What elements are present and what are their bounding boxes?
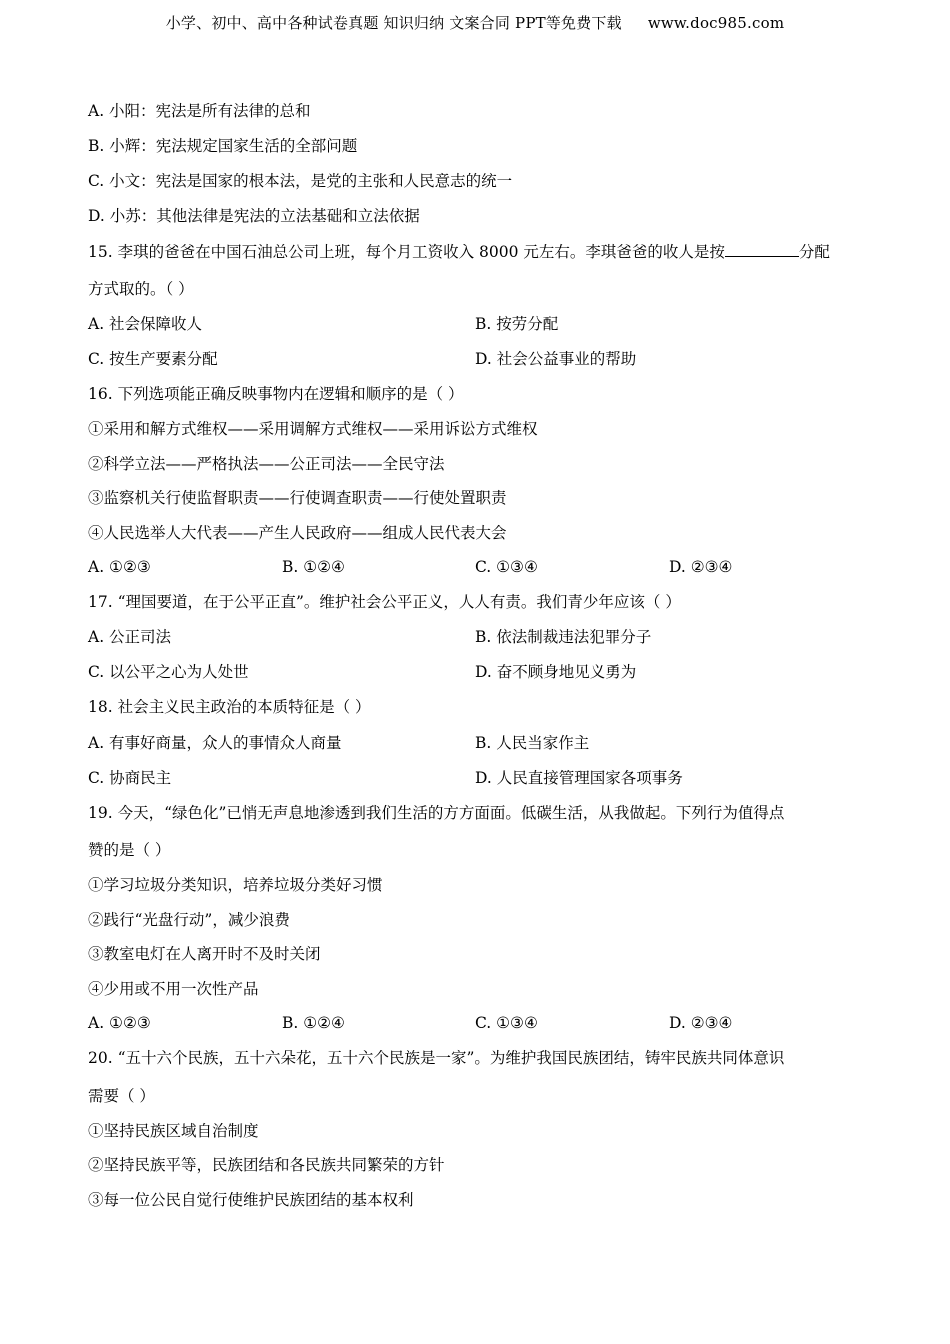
q17-option-b: B. 依法制裁违法犯罪分子 [475, 628, 652, 646]
q16-option-d: D. ②③④ [669, 558, 733, 576]
q18-option-a: A. 有事好商量，众人的事情众人商量 [88, 734, 342, 752]
q15-option-d: D. 社会公益事业的帮助 [475, 350, 637, 368]
q16-option-a: A. ①②③ [88, 558, 151, 576]
q17-option-c: C. 以公平之心为人处世 [88, 663, 249, 681]
q20-stem-line2: 需要（ ） [88, 1087, 155, 1105]
q19-statement-4: ④少用或不用一次性产品 [88, 980, 259, 998]
q20-statement-2: ②坚持民族平等，民族团结和各民族共同繁荣的方针 [88, 1156, 445, 1174]
q18-option-c: C. 协商民主 [88, 769, 172, 787]
q14-option-b: B. 小辉：宪法规定国家生活的全部问题 [88, 137, 358, 155]
q14-option-d: D. 小苏：其他法律是宪法的立法基础和立法依据 [88, 207, 420, 225]
q19-statement-3: ③教室电灯在人离开时不及时关闭 [88, 945, 321, 963]
header-text: 小学、初中、高中各种试卷真题 知识归纳 文案合同 PPT等免费下载 [165, 14, 622, 32]
q20-stem-line1: 20. “五十六个民族，五十六朵花，五十六个民族是一家”。为维护我国民族团结，铸牢民族共同体意识 [88, 1049, 785, 1067]
header-site-link[interactable]: www.doc985.com [647, 14, 785, 32]
q17-stem: 17. “理国要道，在于公平正直”。维护社会公平正义，人人有责。我们青少年应该（ ） [88, 593, 681, 611]
q19-option-d: D. ②③④ [669, 1014, 733, 1032]
q16-statement-4: ④人民选举人大代表——产生人民政府——组成人民代表大会 [88, 524, 507, 542]
q16-statement-2: ②科学立法——严格执法——公正司法——全民守法 [88, 455, 445, 473]
q16-stem: 16. 下列选项能正确反映事物内在逻辑和顺序的是（ ） [88, 385, 464, 403]
q15-option-b: B. 按劳分配 [475, 315, 559, 333]
q16-statement-3: ③监察机关行使监督职责——行使调查职责——行使处置职责 [88, 489, 507, 507]
q15-stem [88, 241, 830, 262]
page-header [0, 12, 950, 33]
q16-option-b: B. ①②④ [282, 558, 345, 576]
q20-statement-1: ①坚持民族区域自治制度 [88, 1122, 259, 1140]
q17-option-a: A. 公正司法 [88, 628, 172, 646]
q18-stem: 18. 社会主义民主政治的本质特征是（ ） [88, 698, 371, 716]
q19-statement-1: ①学习垃圾分类知识，培养垃圾分类好习惯 [88, 876, 383, 894]
q15-stem-line2: 方式取的。（ ） [88, 280, 194, 298]
q19-option-b: B. ①②④ [282, 1014, 345, 1032]
q14-option-c: C. 小文：宪法是国家的根本法，是党的主张和人民意志的统一 [88, 172, 513, 190]
q17-option-d: D. 奋不顾身地见义勇为 [475, 663, 637, 681]
q15-stem-part1: 15. 李琪的爸爸在中国石油总公司上班，每个月工资收入 8000 元左右。李琪爸爸的收人是按 [88, 243, 725, 261]
q15-option-c: C. 按生产要素分配 [88, 350, 218, 368]
q15-stem-part2: 分配 [798, 243, 830, 261]
q19-stem-line2: 赞的是（ ） [88, 841, 171, 859]
q19-option-a: A. ①②③ [88, 1014, 151, 1032]
q15-fill-blank [725, 241, 799, 257]
q16-statement-1: ①采用和解方式维权——采用调解方式维权——采用诉讼方式维权 [88, 420, 538, 438]
q19-option-c: C. ①③④ [475, 1014, 538, 1032]
q20-statement-3: ③每一位公民自觉行使维护民族团结的基本权利 [88, 1191, 414, 1209]
q14-option-a: A. 小阳：宪法是所有法律的总和 [88, 102, 311, 120]
q18-option-b: B. 人民当家作主 [475, 734, 590, 752]
q19-statement-2: ②践行“光盘行动”，减少浪费 [88, 911, 290, 929]
q16-option-c: C. ①③④ [475, 558, 538, 576]
q19-stem-line1: 19. 今天，“绿色化”已悄无声息地渗透到我们生活的方方面面。低碳生活，从我做起。下列行为值得点 [88, 804, 785, 822]
q18-option-d: D. 人民直接管理国家各项事务 [475, 769, 683, 787]
q15-option-a: A. 社会保障收人 [88, 315, 203, 333]
